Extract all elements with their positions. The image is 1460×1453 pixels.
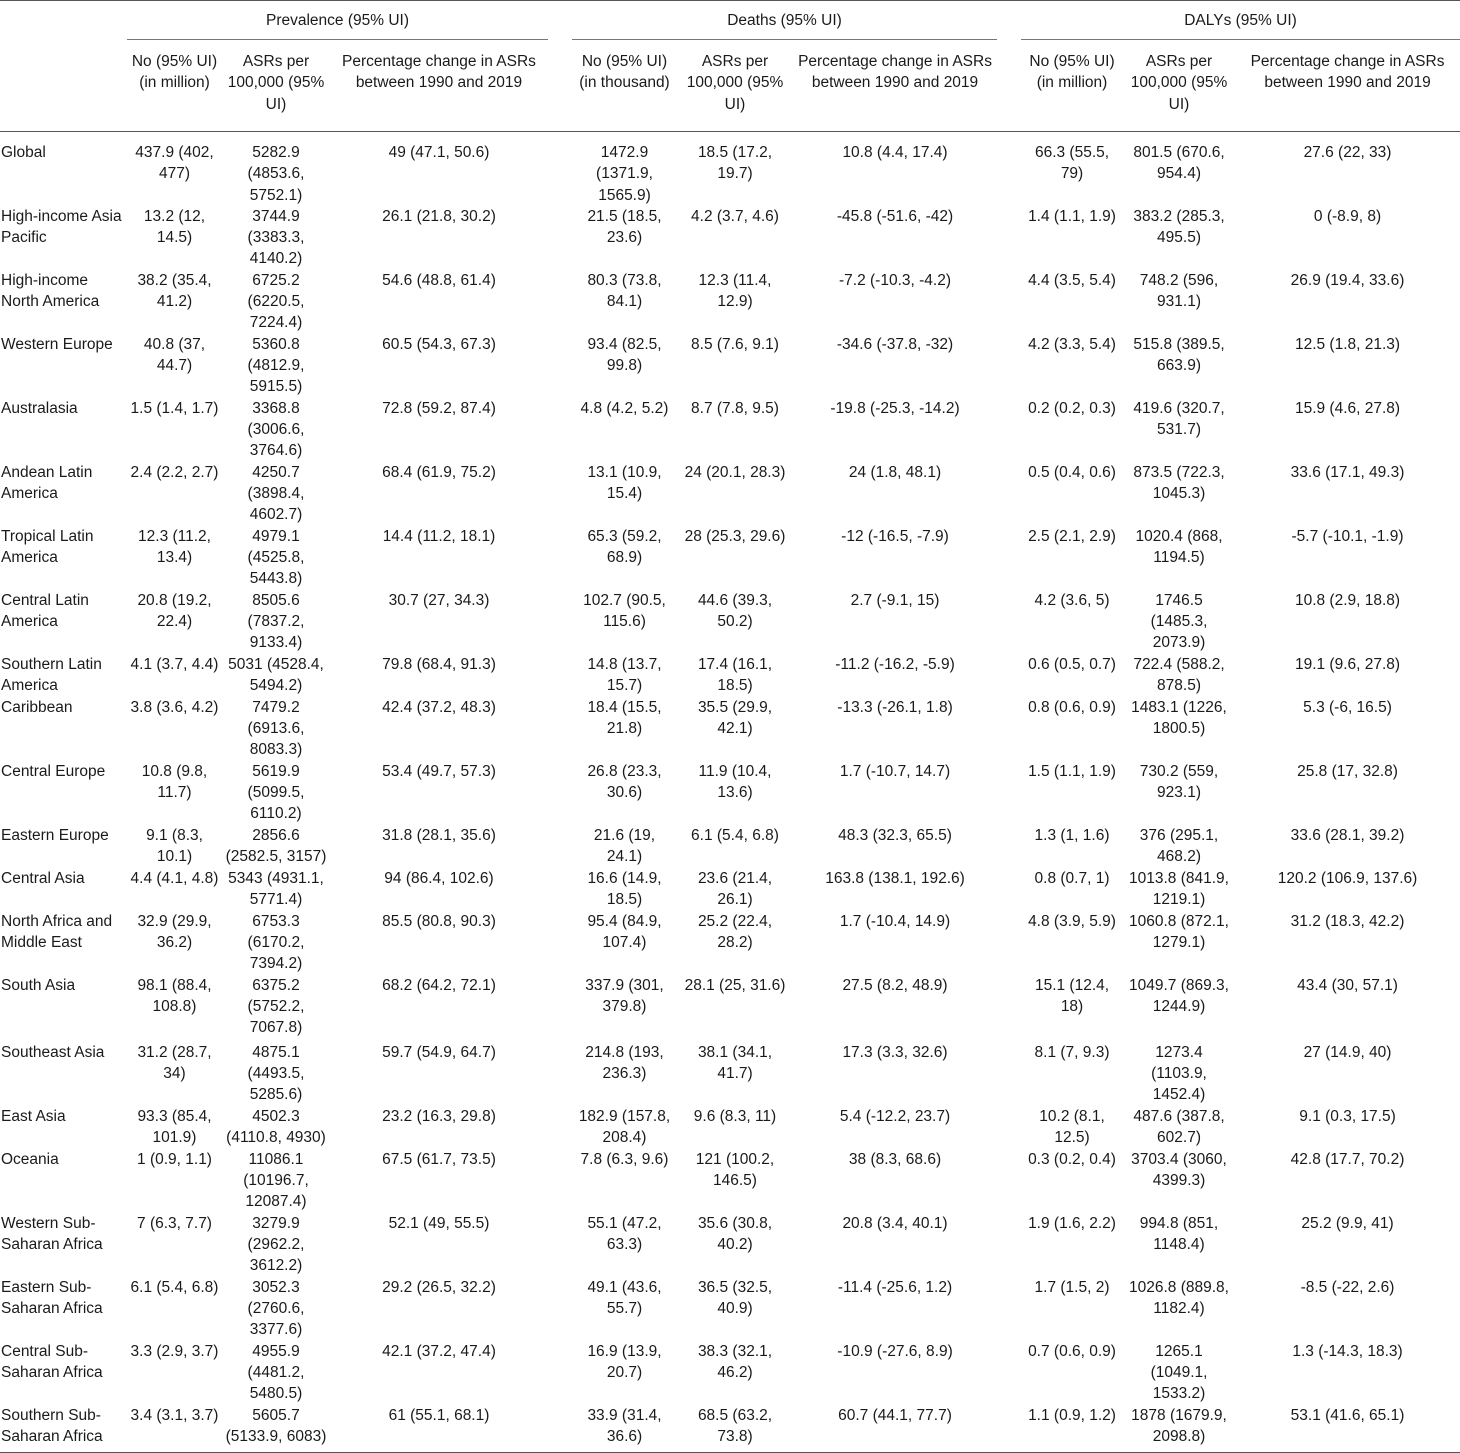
region-cell: Eastern Sub-Saharan Africa (1, 1278, 103, 1318)
value-cell: 4.8 (4.2, 5.2) (580, 399, 669, 417)
value-cell: 8.7 (7.8, 9.5) (691, 399, 779, 417)
region-cell: Tropical Latin America (1, 527, 94, 567)
value-cell: 11086.1 (10196.7, 12087.4) (243, 1150, 309, 1211)
value-cell: 0.5 (0.4, 0.6) (1028, 463, 1116, 481)
value-cell: 6725.2 (6220.5, 7224.4) (247, 271, 305, 332)
table-row (0, 132, 1460, 206)
value-cell: 1.3 (1, 1.6) (1034, 826, 1110, 844)
value-cell: 4.4 (4.1, 4.8) (130, 869, 219, 887)
value-cell: 5360.8 (4812.9, 5915.5) (247, 335, 305, 396)
value-cell: 1878 (1679.9, 2098.8) (1123, 1405, 1235, 1453)
region-cell: Central Asia (1, 869, 85, 887)
table-row (0, 1042, 1460, 1106)
value-cell: 5.4 (-12.2, 23.7) (839, 1107, 951, 1125)
value-cell: 419.6 (320.7, 531.7) (1133, 399, 1225, 439)
value-cell: 24 (20.1, 28.3) (684, 463, 786, 481)
value-cell: 1049.7 (869.3, 1244.9) (1129, 976, 1229, 1016)
value-cell: 182.9 (157.8, 208.4) (578, 1107, 671, 1147)
value-cell: 873.5 (722.3, 1045.3) (1133, 463, 1225, 503)
value-cell: 383.2 (285.3, 495.5) (1133, 207, 1225, 247)
value-cell: 85.5 (80.8, 90.3) (382, 912, 496, 930)
column-header: ASRs per 100,000 (95% UI) (677, 40, 793, 132)
value-cell: 1.9 (1.6, 2.2) (1028, 1214, 1116, 1232)
region-cell: Southeast Asia (1, 1043, 105, 1061)
value-cell: 18.4 (15.5, 21.8) (587, 698, 662, 738)
region-cell: East Asia (1, 1107, 66, 1125)
value-cell: -12 (-16.5, -7.9) (841, 527, 949, 545)
value-cell: 3.4 (3.1, 3.7) (127, 1405, 222, 1453)
value-cell: 3.3 (2.9, 3.7) (130, 1342, 219, 1360)
value-cell: 52.1 (49, 55.5) (388, 1214, 490, 1232)
value-cell: 121 (100.2, 146.5) (695, 1150, 775, 1190)
value-cell: -8.5 (-22, 2.6) (1300, 1278, 1395, 1296)
value-cell: 0 (-8.9, 8) (1313, 207, 1382, 225)
table-row (0, 1341, 1460, 1405)
value-cell: 5619.9 (5099.5, 6110.2) (247, 762, 305, 823)
value-cell: 60.5 (54.3, 67.3) (382, 335, 496, 353)
value-cell: 4.8 (3.9, 5.9) (1028, 912, 1116, 930)
value-cell: 2856.6 (2582.5, 3157) (225, 826, 327, 866)
region-cell: Oceania (1, 1150, 59, 1168)
value-cell: 68.2 (64.2, 72.1) (382, 976, 496, 994)
value-cell: 4250.7 (3898.4, 4602.7) (247, 463, 305, 524)
value-cell: 80.3 (73.8, 84.1) (587, 271, 662, 311)
region-cell: Central Latin America (1, 591, 89, 631)
value-cell: 4.2 (3.3, 5.4) (1028, 335, 1116, 353)
region-cell: Global (1, 144, 46, 161)
value-cell: 98.1 (88.4, 108.8) (137, 976, 212, 1016)
value-cell: 25.2 (22.4, 28.2) (697, 912, 773, 952)
column-header: Percentage change in ASRs between 1990 and 2019 (1235, 40, 1460, 132)
region-cell: North Africa and Middle East (1, 912, 113, 952)
value-cell: 163.8 (138.1, 192.6) (825, 869, 965, 887)
value-cell: 1746.5 (1485.3, 2073.9) (1150, 591, 1208, 652)
value-cell: -11.4 (-25.6, 1.2) (837, 1278, 953, 1296)
value-cell: 748.2 (596, 931.1) (1139, 271, 1219, 311)
value-cell: 3703.4 (3060, 4399.3) (1131, 1150, 1227, 1190)
dalys-group-header: DALYs (95% UI) (1021, 1, 1460, 40)
value-cell: 730.2 (559, 923.1) (1139, 762, 1219, 802)
value-cell: 5343 (4931.1, 5771.4) (228, 869, 324, 909)
value-cell: 1265.1 (1049.1, 1533.2) (1150, 1342, 1208, 1403)
value-cell: 42.1 (37.2, 47.4) (382, 1342, 496, 1360)
value-cell: 1.7 (1.5, 2) (1034, 1278, 1110, 1296)
value-cell: 437.9 (402, 477) (135, 144, 214, 183)
region-cell: Andean Latin America (1, 463, 93, 503)
value-cell: 12.3 (11.2, 13.4) (138, 527, 211, 567)
value-cell: 0.7 (0.6, 0.9) (1028, 1342, 1116, 1360)
value-cell: 72.8 (59.2, 87.4) (382, 399, 496, 417)
value-cell: 25.8 (17, 32.8) (1297, 762, 1398, 780)
value-cell: 14.4 (11.2, 18.1) (382, 527, 496, 545)
value-cell: 7.8 (6.3, 9.6) (580, 1150, 669, 1168)
table-row (0, 206, 1460, 270)
value-cell: 66.3 (55.5, 79) (1034, 144, 1110, 183)
region-cell: Eastern Europe (1, 826, 109, 844)
value-cell: 0.8 (0.6, 0.9) (1028, 698, 1116, 716)
value-cell: 0.6 (0.5, 0.7) (1028, 655, 1116, 673)
value-cell: 28.1 (25, 31.6) (684, 976, 786, 994)
value-cell: 5282.9 (4853.6, 5752.1) (247, 144, 305, 204)
value-cell: 4979.1 (4525.8, 5443.8) (247, 527, 305, 588)
table-row (0, 761, 1460, 825)
value-cell: 26.8 (23.3, 30.6) (587, 762, 662, 802)
value-cell: 120.2 (106.9, 137.6) (1277, 869, 1418, 887)
value-cell: 35.5 (29.9, 42.1) (697, 698, 773, 738)
value-cell: 102.7 (90.5, 115.6) (583, 591, 666, 631)
region-cell: Australasia (1, 399, 78, 417)
value-cell: 2.7 (-9.1, 15) (850, 591, 940, 609)
value-cell: 31.2 (28.7, 34) (137, 1043, 212, 1083)
region-cell: South Asia (1, 976, 76, 994)
table-row (0, 911, 1460, 975)
value-cell: 994.8 (851, 1148.4) (1139, 1214, 1219, 1254)
value-cell: 5031 (4528.4, 5494.2) (228, 655, 324, 695)
value-cell: 55.1 (47.2, 63.3) (587, 1214, 662, 1254)
value-cell: 1.7 (-10.7, 14.7) (839, 762, 951, 780)
table-row (0, 1106, 1460, 1149)
value-cell: 26.1 (21.8, 30.2) (382, 207, 496, 225)
value-cell: 61 (55.1, 68.1) (330, 1405, 548, 1453)
value-cell: 3744.9 (3383.3, 4140.2) (247, 207, 305, 268)
value-cell: 27.6 (22, 33) (1303, 144, 1392, 161)
value-cell: 42.4 (37.2, 48.3) (382, 698, 496, 716)
column-header: No (95% UI) (in million) (1021, 40, 1123, 132)
region-cell: Western Sub-Saharan Africa (1, 1214, 103, 1254)
value-cell: 13.1 (10.9, 15.4) (587, 463, 662, 503)
value-cell: 3052.3 (2760.6, 3377.6) (247, 1278, 305, 1339)
value-cell: 515.8 (389.5, 663.9) (1133, 335, 1225, 375)
value-cell: -5.7 (-10.1, -1.9) (1291, 527, 1404, 545)
value-cell: 59.7 (54.9, 64.7) (382, 1043, 496, 1061)
value-cell: 337.9 (301, 379.8) (585, 976, 664, 1016)
value-cell: 28 (25.3, 29.6) (684, 527, 786, 545)
value-cell: 38.2 (35.4, 41.2) (137, 271, 212, 311)
value-cell: 68.4 (61.9, 75.2) (382, 463, 496, 481)
value-cell: 1 (0.9, 1.1) (137, 1150, 212, 1168)
group-header-row (0, 1, 1460, 40)
value-cell: 65.3 (59.2, 68.9) (587, 527, 662, 567)
value-cell: 23.2 (16.3, 29.8) (382, 1107, 496, 1125)
value-cell: 8.5 (7.6, 9.1) (691, 335, 779, 353)
value-cell: 23.6 (21.4, 26.1) (697, 869, 773, 909)
value-cell: 722.4 (588.2, 878.5) (1133, 655, 1225, 695)
value-cell: 1020.4 (868, 1194.5) (1135, 527, 1223, 567)
value-cell: -13.3 (-26.1, 1.8) (837, 698, 953, 716)
value-cell: 1060.8 (872.1, 1279.1) (1129, 912, 1229, 952)
value-cell: 3.8 (3.6, 4.2) (130, 698, 219, 716)
table-row (0, 462, 1460, 526)
value-cell: 15.1 (12.4, 18) (1034, 976, 1110, 1016)
column-header: No (95% UI) (in thousand) (572, 40, 677, 132)
column-header: No (95% UI) (in million) (127, 40, 222, 132)
value-cell: 93.3 (85.4, 101.9) (137, 1107, 212, 1147)
value-cell: 1472.9 (1371.9, 1565.9) (596, 144, 653, 204)
value-cell: 43.4 (30, 57.1) (1297, 976, 1398, 994)
value-cell: 9.1 (0.3, 17.5) (1299, 1107, 1396, 1125)
value-cell: 20.8 (3.4, 40.1) (842, 1214, 948, 1232)
value-cell: 1273.4 (1103.9, 1452.4) (1151, 1043, 1207, 1104)
value-cell: 487.6 (387.8, 602.7) (1133, 1107, 1225, 1147)
table-row (0, 654, 1460, 697)
value-cell: 4.1 (3.7, 4.4) (130, 655, 219, 673)
value-cell: 20.8 (19.2, 22.4) (137, 591, 212, 631)
column-header-row (0, 40, 1460, 132)
column-header: ASRs per 100,000 (95% UI) (1123, 40, 1235, 132)
region-cell: High-income North America (1, 271, 100, 311)
table-row (0, 526, 1460, 590)
value-cell: 24 (1.8, 48.1) (848, 463, 942, 481)
value-cell: 30.7 (27, 34.3) (388, 591, 490, 609)
value-cell: 33.9 (31.4, 36.6) (572, 1405, 677, 1453)
value-cell: 1.1 (0.9, 1.2) (1021, 1405, 1123, 1453)
value-cell: 1.5 (1.1, 1.9) (1028, 762, 1116, 780)
value-cell: 15.9 (4.6, 27.8) (1294, 399, 1401, 417)
value-cell: 44.6 (39.3, 50.2) (697, 591, 773, 631)
value-cell: 4.2 (3.7, 4.6) (691, 207, 779, 225)
value-cell: -19.8 (-25.3, -14.2) (830, 399, 960, 417)
value-cell: -11.2 (-16.2, -5.9) (835, 655, 955, 673)
value-cell: -7.2 (-10.3, -4.2) (839, 271, 951, 289)
table-row (0, 334, 1460, 398)
value-cell: 40.8 (37, 44.7) (143, 335, 206, 375)
value-cell: 214.8 (193, 236.3) (585, 1043, 664, 1083)
value-cell: 4875.1 (4493.5, 5285.6) (247, 1043, 305, 1104)
region-cell: Caribbean (1, 698, 73, 716)
column-header: Percentage change in ASRs between 1990 and 2019 (793, 40, 997, 132)
value-cell: 14.8 (13.7, 15.7) (587, 655, 662, 695)
value-cell: 4955.9 (4481.2, 5480.5) (247, 1342, 305, 1403)
value-cell: 29.2 (26.5, 32.2) (382, 1278, 496, 1296)
region-cell: Central Europe (1, 762, 106, 780)
column-header: ASRs per 100,000 (95% UI) (222, 40, 330, 132)
table-row (0, 697, 1460, 761)
value-cell: 5605.7 (5133.9, 6083) (222, 1405, 330, 1453)
column-header: Percentage change in ASRs between 1990 and 2019 (330, 40, 548, 132)
value-cell: 38.3 (32.1, 46.2) (697, 1342, 773, 1382)
value-cell: 21.6 (19, 24.1) (593, 826, 656, 866)
value-cell: 16.9 (13.9, 20.7) (587, 1342, 662, 1382)
value-cell: 18.5 (17.2, 19.7) (697, 144, 773, 183)
value-cell: 79.8 (68.4, 91.3) (382, 655, 496, 673)
value-cell: 1.7 (-10.4, 14.9) (839, 912, 951, 930)
value-cell: 19.1 (9.6, 27.8) (1294, 655, 1401, 673)
value-cell: 53.4 (49.7, 57.3) (382, 762, 496, 780)
value-cell: 1013.8 (841.9, 1219.1) (1129, 869, 1229, 909)
value-cell: 2.5 (2.1, 2.9) (1028, 527, 1116, 545)
value-cell: 11.9 (10.4, 13.6) (698, 762, 772, 802)
value-cell: 1.5 (1.4, 1.7) (130, 399, 219, 417)
table-row (0, 1405, 1460, 1453)
value-cell: 6.1 (5.4, 6.8) (130, 1278, 219, 1296)
value-cell: 17.3 (3.3, 32.6) (842, 1043, 948, 1061)
value-cell: 13.2 (12, 14.5) (143, 207, 206, 247)
value-cell: 16.6 (14.9, 18.5) (587, 869, 662, 909)
value-cell: 1.4 (1.1, 1.9) (1028, 207, 1116, 225)
value-cell: 3368.8 (3006.6, 3764.6) (247, 399, 305, 460)
value-cell: 7 (6.3, 7.7) (137, 1214, 212, 1232)
value-cell: -45.8 (-51.6, -42) (836, 207, 954, 225)
table-row (0, 590, 1460, 654)
value-cell: 95.4 (84.9, 107.4) (587, 912, 662, 952)
value-cell: 21.5 (18.5, 23.6) (587, 207, 662, 247)
value-cell: 10.8 (9.8, 11.7) (141, 762, 208, 802)
value-cell: 9.1 (8.3, 10.1) (146, 826, 203, 866)
value-cell: 4.4 (3.5, 5.4) (1028, 271, 1116, 289)
value-cell: 376 (295.1, 468.2) (1139, 826, 1219, 866)
table-row (0, 1149, 1460, 1213)
value-cell: 93.4 (82.5, 99.8) (587, 335, 662, 375)
value-cell: 27 (14.9, 40) (1303, 1043, 1392, 1061)
value-cell: 10.8 (4.4, 17.4) (842, 144, 948, 161)
value-cell: 0.2 (0.2, 0.3) (1028, 399, 1116, 417)
value-cell: 35.6 (30.8, 40.2) (697, 1214, 773, 1254)
value-cell: 1483.1 (1226, 1800.5) (1131, 698, 1227, 738)
value-cell: 10.8 (2.9, 18.8) (1294, 591, 1401, 609)
value-cell: 33.6 (17.1, 49.3) (1290, 463, 1405, 481)
value-cell: 9.6 (8.3, 11) (693, 1107, 777, 1125)
region-cell: Southern Latin America (1, 655, 102, 695)
value-cell: 36.5 (32.5, 40.9) (697, 1278, 773, 1318)
value-cell: 53.1 (41.6, 65.1) (1235, 1405, 1460, 1453)
value-cell: 38 (8.3, 68.6) (848, 1150, 942, 1168)
value-cell: -10.9 (-27.6, 8.9) (837, 1342, 953, 1360)
region-cell: Central Sub-Saharan Africa (1, 1342, 103, 1382)
value-cell: 1026.8 (889.8, 1182.4) (1129, 1278, 1229, 1318)
value-cell: 49.1 (43.6, 55.7) (587, 1278, 662, 1318)
value-cell: 42.8 (17.7, 70.2) (1290, 1150, 1405, 1168)
value-cell: 31.8 (28.1, 35.6) (382, 826, 496, 844)
value-cell: 32.9 (29.9, 36.2) (137, 912, 212, 952)
value-cell: 68.5 (63.2, 73.8) (677, 1405, 793, 1453)
value-cell: 67.5 (61.7, 73.5) (382, 1150, 496, 1168)
prevalence-group-header: Prevalence (95% UI) (127, 1, 548, 40)
value-cell: 17.4 (16.1, 18.5) (697, 655, 773, 695)
value-cell: 49 (47.1, 50.6) (388, 144, 490, 161)
value-cell: 0.3 (0.2, 0.4) (1028, 1150, 1116, 1168)
value-cell: 38.1 (34.1, 41.7) (697, 1043, 773, 1083)
table-row (0, 825, 1460, 868)
deaths-group-header: Deaths (95% UI) (572, 1, 997, 40)
value-cell: 10.2 (8.1, 12.5) (1039, 1107, 1105, 1147)
value-cell: 12.3 (11.4, 12.9) (698, 271, 772, 311)
value-cell: 2.4 (2.2, 2.7) (130, 463, 219, 481)
value-cell: 27.5 (8.2, 48.9) (842, 976, 948, 994)
table-row (0, 1277, 1460, 1341)
value-cell: 6375.2 (5752.2, 7067.8) (247, 976, 305, 1037)
value-cell: 48.3 (32.3, 65.5) (838, 826, 952, 844)
value-cell: 6.1 (5.4, 6.8) (691, 826, 779, 844)
region-header (0, 1, 127, 40)
value-cell: 25.2 (9.9, 41) (1301, 1214, 1394, 1232)
value-cell: 8505.6 (7837.2, 9133.4) (247, 591, 305, 652)
value-cell: 1.3 (-14.3, 18.3) (1292, 1342, 1403, 1360)
value-cell: 94 (86.4, 102.6) (384, 869, 494, 887)
value-cell: 26.9 (19.4, 33.6) (1290, 271, 1405, 289)
table-row (0, 975, 1460, 1042)
value-cell: 0.8 (0.7, 1) (1034, 869, 1110, 887)
value-cell: 4502.3 (4110.8, 4930) (226, 1107, 326, 1147)
value-cell: 801.5 (670.6, 954.4) (1133, 144, 1225, 183)
table-row (0, 868, 1460, 911)
table-row (0, 270, 1460, 334)
value-cell: 5.3 (-6, 16.5) (1303, 698, 1392, 716)
table-row (0, 1213, 1460, 1277)
value-cell: 4.2 (3.6, 5) (1034, 591, 1110, 609)
value-cell: 12.5 (1.8, 21.3) (1294, 335, 1401, 353)
value-cell: 7479.2 (6913.6, 8083.3) (247, 698, 305, 759)
value-cell: -34.6 (-37.8, -32) (836, 335, 954, 353)
table-body (0, 132, 1460, 1453)
value-cell: 31.2 (18.3, 42.2) (1290, 912, 1405, 930)
region-cell: Southern Sub-Saharan Africa (0, 1405, 127, 1453)
value-cell: 60.7 (44.1, 77.7) (793, 1405, 997, 1453)
value-cell: 33.6 (28.1, 39.2) (1290, 826, 1405, 844)
value-cell: 6753.3 (6170.2, 7394.2) (247, 912, 305, 973)
table-row (0, 398, 1460, 462)
region-cell: High-income Asia Pacific (1, 207, 122, 247)
region-cell: Western Europe (1, 335, 113, 353)
value-cell: 3279.9 (2962.2, 3612.2) (247, 1214, 305, 1275)
value-cell: 8.1 (7, 9.3) (1034, 1043, 1110, 1061)
value-cell: 54.6 (48.8, 61.4) (382, 271, 496, 289)
